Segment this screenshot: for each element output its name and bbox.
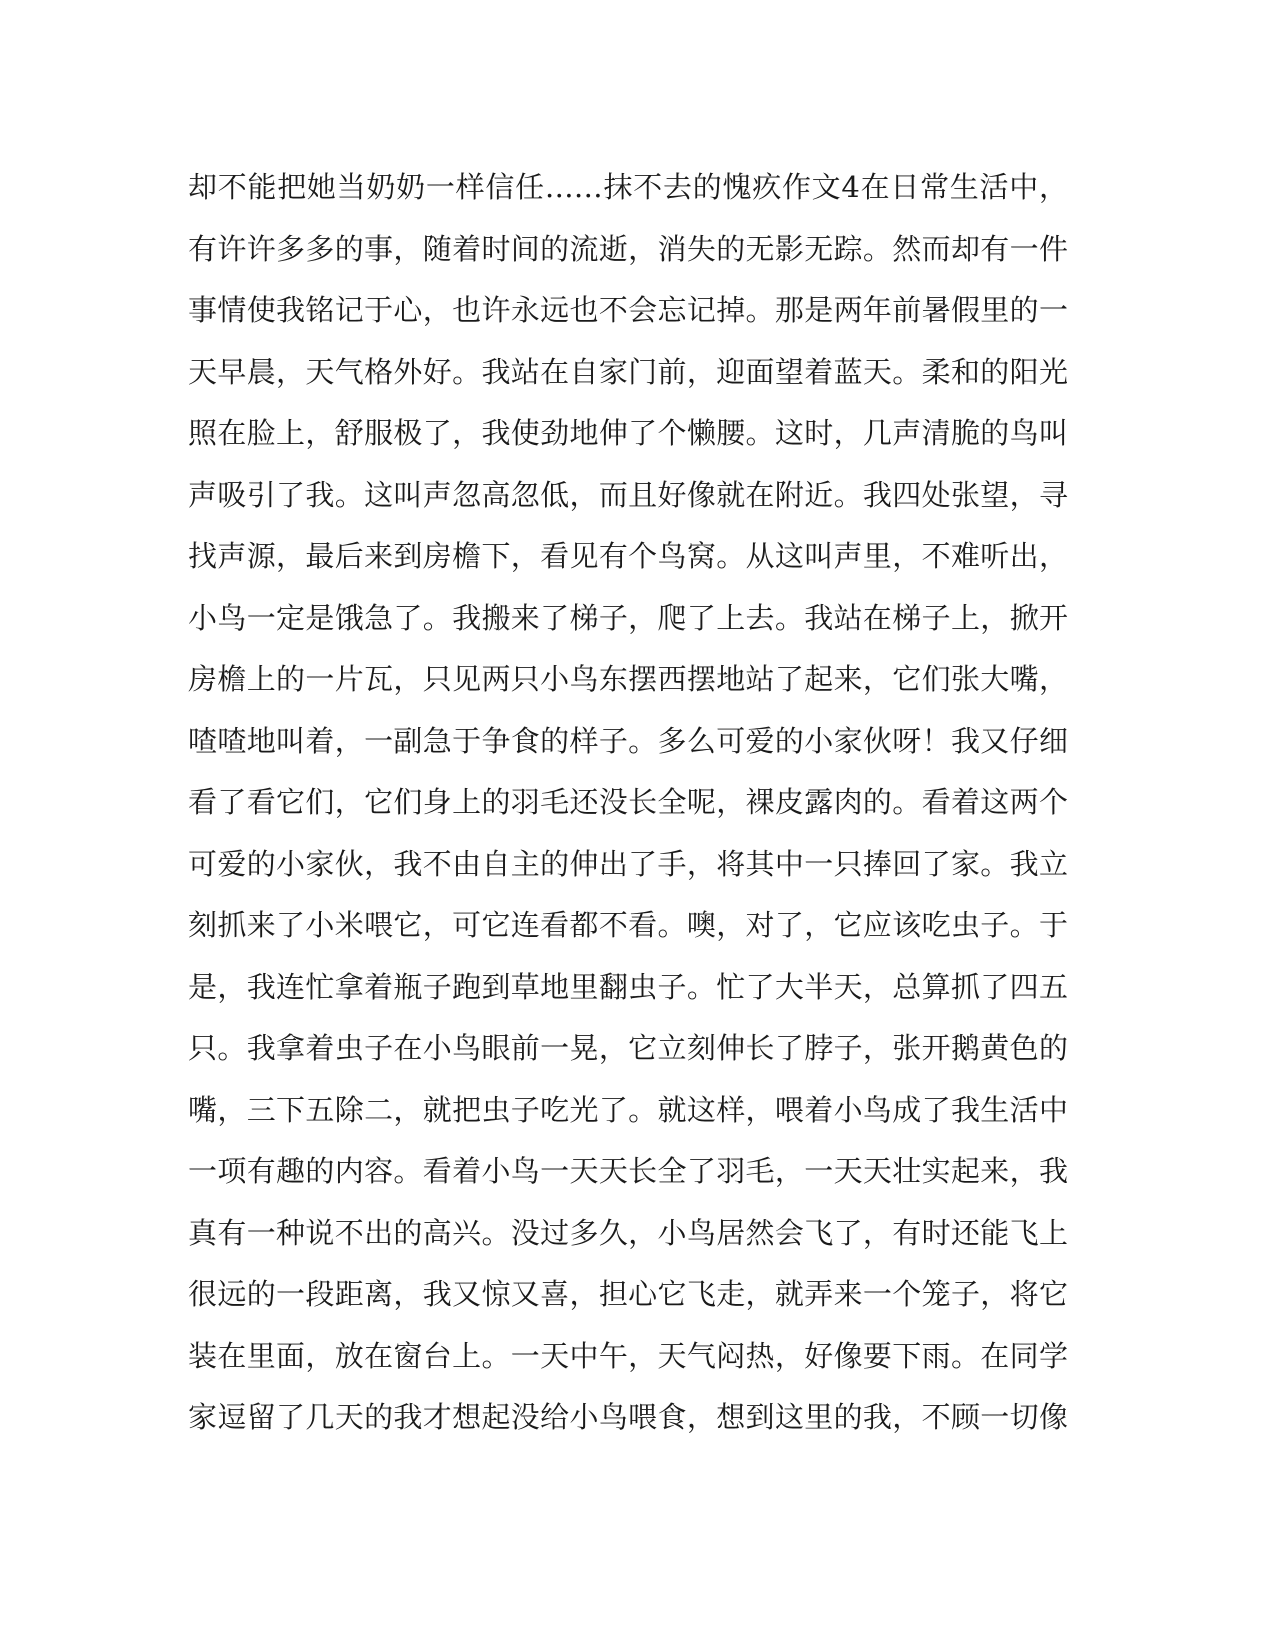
text-line: 声吸引了我。这叫声忽高忽低，而且好像就在附近。我四处张望，寻	[188, 477, 1068, 512]
text-line: 可爱的小家伙，我不由自主的伸出了手，将其中一只捧回了家。我立	[188, 846, 1068, 881]
text-line: 装在里面，放在窗台上。一天中午，天气闷热，好像要下雨。在同学	[188, 1338, 1068, 1373]
text-line: 家逗留了几天的我才想起没给小鸟喂食，想到这里的我，不顾一切像	[188, 1400, 1068, 1434]
text-line: 却不能把她当奶奶一样信任……抹不去的愧疚作文4在日常生活中，	[188, 170, 1068, 204]
text-line: 看了看它们，它们身上的羽毛还没长全呢，裸皮露肉的。看着这两个	[188, 785, 1068, 819]
text-line: 照在脸上，舒服极了，我使劲地伸了个懒腰。这时，几声清脆的鸟叫	[188, 416, 1068, 450]
text-line: 嘴，三下五除二，就把虫子吃光了。就这样，喂着小鸟成了我生活中	[188, 1092, 1068, 1127]
text-line: 找声源，最后来到房檐下，看见有个鸟窝。从这叫声里，不难听出，	[188, 539, 1068, 573]
text-line: 天早晨，天气格外好。我站在自家门前，迎面望着蓝天。柔和的阳光	[188, 354, 1068, 389]
text-line: 事情使我铭记于心，也许永远也不会忘记掉。那是两年前暑假里的一	[188, 293, 1068, 327]
text-line: 房檐上的一片瓦，只见两只小鸟东摆西摆地站了起来，它们张大嘴，	[188, 662, 1068, 696]
text-line: 喳喳地叫着，一副急于争食的样子。多么可爱的小家伙呀！我又仔细	[188, 723, 1068, 758]
text-line: 很远的一段距离，我又惊又喜，担心它飞走，就弄来一个笼子，将它	[188, 1277, 1068, 1311]
body-text	[188, 167, 1068, 1459]
text-line: 是，我连忙拿着瓶子跑到草地里翻虫子。忙了大半天，总算抓了四五	[188, 969, 1068, 1004]
text-line: 只。我拿着虫子在小鸟眼前一晃，它立刻伸长了脖子，张开鹅黄色的	[188, 1031, 1068, 1065]
text-line: 小鸟一定是饿急了。我搬来了梯子，爬了上去。我站在梯子上，掀开	[188, 600, 1068, 635]
text-line: 真有一种说不出的高兴。没过多久，小鸟居然会飞了，有时还能飞上	[188, 1215, 1068, 1250]
text-line: 一项有趣的内容。看着小鸟一天天长全了羽毛，一天天壮实起来，我	[188, 1154, 1068, 1188]
text-line: 有许许多多的事，随着时间的流逝，消失的无影无踪。然而却有一件	[188, 231, 1068, 266]
text-line: 刻抓来了小米喂它，可它连看都不看。噢，对了，它应该吃虫子。于	[188, 908, 1068, 942]
